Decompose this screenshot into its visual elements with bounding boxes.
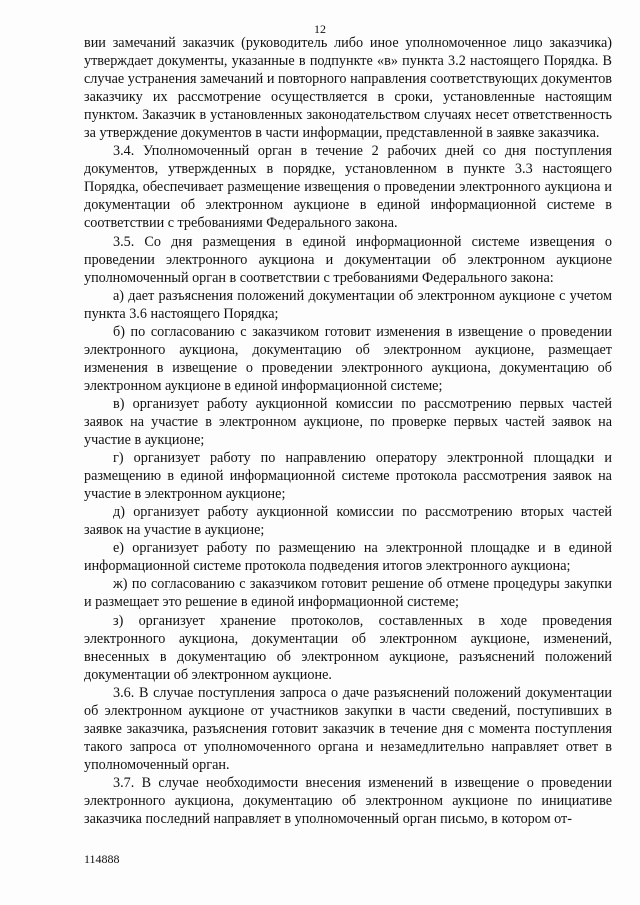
- subparagraph-z: з) организует хранение протоколов, составленных в ходе проведения электронного аукциона, документации об электронном аукционе, изменений, внесенных в документацию об электронном аукционе, разъяснений положений документации об электронном аукционе.: [84, 612, 612, 683]
- subparagraph-d: д) организует работу аукционной комиссии по рассмотрению вторых частей заявок на участие в аукционе;: [84, 504, 612, 539]
- subparagraph-g: г) организует работу по направлению оператору электронной площадки и размещению в единой информационной системе протокола рассмотрения заявок на участие в электронном аукционе;: [84, 450, 612, 503]
- subparagraph-v: в) организует работу аукционной комиссии по рассмотрению первых частей заявок на участие в электронном аукционе, по проверке первых частей заявок на участие в аукционе;: [84, 395, 612, 449]
- document-body: [84, 34, 612, 828]
- subparagraph-a: а) дает разъяснения положений документации об электронном аукционе с учетом пункта 3.6 настоящего Порядка;: [84, 287, 612, 322]
- subparagraph-b: б) по согласованию с заказчиком готовит изменения в извещение о проведении электронного аукциона, документацию об электронном аукционе, размещает изменения в извещение о проведении электронного аукциона, документацию об электронном аукционе в единой информационной системе;: [84, 323, 612, 394]
- paragraph-3-4: 3.4. Уполномоченный орган в течение 2 рабочих дней со дня поступления документов, утвержденных в порядке, установленном в пункте 3.3 настоящего Порядка, обеспечивает размещение извещения о проведении электронного аукциона и документации об электронном аукционе в единой информационной системе в соответствии с требованиями Федерального закона.: [84, 143, 612, 232]
- page-number: 12: [314, 22, 326, 36]
- paragraph-continuation: вии замечаний заказчик (руководитель либо иное уполномоченное лицо заказчика) утверждает документы, указанные в подпункте «в» пункта 3.2 настоящего Порядка. В случае устранения замечаний и повторного направления соответствующих документов заказчику их рассмотрение осуществляется в сроки, установленные настоящим пунктом. Заказчик в установленных законодательством случаях несет ответственность за утверждение документов в части информации, представленной в заявке заказчика.: [84, 35, 612, 142]
- paragraph-3-6: 3.6. В случае поступления запроса о даче разъяснений положений документации об электронном аукционе от участников закупки в части сведений, поступивших в заявке заказчика, разъяснения готовит заказчик в течение дня с момента поступления такого запроса от уполномоченного органа и незамедлительно направляет ответ в уполномоченный орган.: [84, 684, 612, 773]
- subparagraph-zh: ж) по согласованию с заказчиком готовит решение об отмене процедуры закупки и размещает это решение в единой информационной системе;: [84, 576, 612, 611]
- subparagraph-e: е) организует работу по размещению на электронной площадке и в единой информационной системе протокола подведения итогов электронного аукциона;: [84, 540, 612, 575]
- paragraph-3-5: 3.5. Со дня размещения в единой информационной системе извещения о проведении электронного аукциона и документации об электронном аукционе уполномоченный орган в соответствии с требованиями Федерального закона:: [84, 233, 612, 286]
- footer-document-code: 114888: [84, 852, 120, 866]
- paragraph-3-7: 3.7. В случае необходимости внесения изменений в извещение о проведении электронного аукциона, документацию об электронном аукционе по инициативе заказчика последний направляет в уполномоченный орган письмо, в котором от-: [84, 774, 612, 828]
